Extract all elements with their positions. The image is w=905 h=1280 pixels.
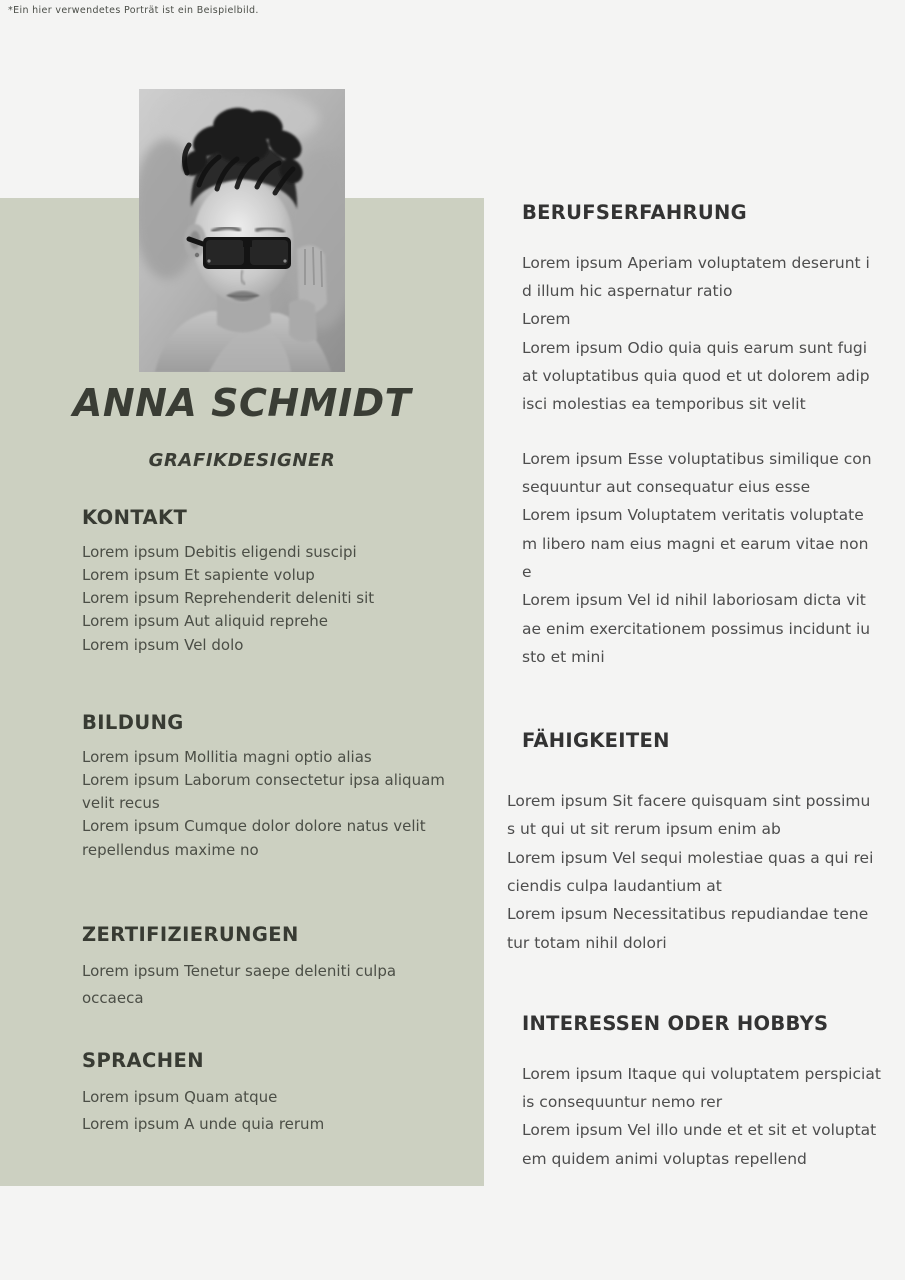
section-heading-sprachen: SPRACHEN: [82, 1049, 204, 1072]
list-item: Lorem ipsum Quam atque: [82, 1087, 278, 1106]
list-item: Lorem ipsum Sit facere quisquam sint possimus ut qui ut sit rerum ipsum enim ab: [507, 792, 871, 839]
list-item: Lorem ipsum Vel dolo: [82, 635, 244, 654]
candidate-job-title: GRAFIKDESIGNER: [148, 450, 336, 471]
section-heading-kontakt: KONTAKT: [82, 506, 188, 529]
section-body-bildung: [82, 746, 452, 862]
list-item: Lorem ipsum Vel id nihil laboriosam dicta vitae enim exercitationem possimus incidunt iusto et mini: [522, 591, 871, 667]
list-item: Lorem: [522, 310, 571, 329]
section-heading-faehigkeiten: FÄHIGKEITEN: [522, 729, 670, 752]
section-body-kontakt: [82, 541, 452, 657]
section-body-sprachen: [82, 1084, 452, 1140]
list-item: Lorem ipsum Vel illo unde et et sit et voluptatem quidem animi voluptas repellend: [522, 1121, 877, 1168]
section-berufserfahrung: [522, 203, 872, 672]
list-item: Lorem ipsum Reprehenderit deleniti sit: [82, 589, 375, 607]
section-heading-zertifizierungen: ZERTIFIZIERUNGEN: [82, 923, 299, 946]
section-body-berufserfahrung: [522, 249, 872, 672]
list-item: Lorem ipsum Odio quia quis earum sunt fugiat voluptatibus quia quod et ut dolorem adipisci molestias ea temporibus sit velit: [522, 338, 870, 414]
section-heading-berufserfahrung: BERUFSERFAHRUNG: [522, 201, 747, 224]
list-item: Lorem ipsum Mollitia magni optio alias: [82, 747, 372, 766]
list-item: Lorem ipsum Itaque qui voluptatem perspiciatis consequuntur nemo rer: [522, 1064, 881, 1111]
list-item: Lorem ipsum Voluptatem veritatis voluptatem libero nam eius magni et earum vitae non e: [522, 506, 869, 582]
list-item: Lorem ipsum Vel sequi molestiae quas a qui reiciendis culpa laudantium at: [507, 848, 874, 896]
section-bildung: [82, 713, 452, 862]
section-kontakt: [82, 508, 452, 657]
sidebar-column: [0, 198, 484, 1186]
paragraph-spacer: [522, 419, 872, 445]
list-item: Lorem ipsum Laborum consectetur ipsa aliquam velit recus: [82, 770, 450, 812]
list-item: Lorem ipsum A unde quia rerum: [82, 1115, 325, 1134]
section-sprachen: [82, 1051, 452, 1139]
section-body-zertifizierungen: [82, 958, 452, 1014]
list-item: Lorem ipsum Aut aliquid reprehe: [82, 612, 328, 631]
section-faehigkeiten: [522, 731, 874, 751]
section-body-interessen-hobbys: [522, 1060, 882, 1173]
section-zertifizierungen: [82, 925, 452, 1013]
candidate-name: ANNA SCHMIDT: [72, 381, 412, 425]
section-interessen-hobbys: [522, 1014, 882, 1173]
list-item: Lorem ipsum Esse voluptatibus similique consequuntur aut consequatur eius esse: [522, 449, 872, 497]
list-item: Lorem ipsum Tenetur saepe deleniti culpa occaeca: [82, 961, 401, 1008]
list-item: Lorem ipsum Aperiam voluptatem deserunt id illum hic aspernatur ratio: [522, 253, 870, 300]
section-heading-bildung: BILDUNG: [82, 711, 184, 734]
list-item: Lorem ipsum Et sapiente volup: [82, 565, 315, 584]
section-body-faehigkeiten-wrap: [507, 787, 874, 957]
list-item: Lorem ipsum Debitis eligendi suscipi: [82, 542, 357, 561]
list-item: Lorem ipsum Cumque dolor dolore natus velit repellendus maxime no: [82, 817, 431, 859]
section-body-faehigkeiten: [507, 787, 874, 957]
photo-disclaimer-note: *Ein hier verwendetes Porträt ist ein Beispielbild.: [8, 5, 259, 16]
list-item: Lorem ipsum Necessitatibus repudiandae tenetur totam nihil dolori: [507, 905, 869, 952]
section-heading-interessen-hobbys: INTERESSEN ODER HOBBYS: [522, 1012, 829, 1035]
